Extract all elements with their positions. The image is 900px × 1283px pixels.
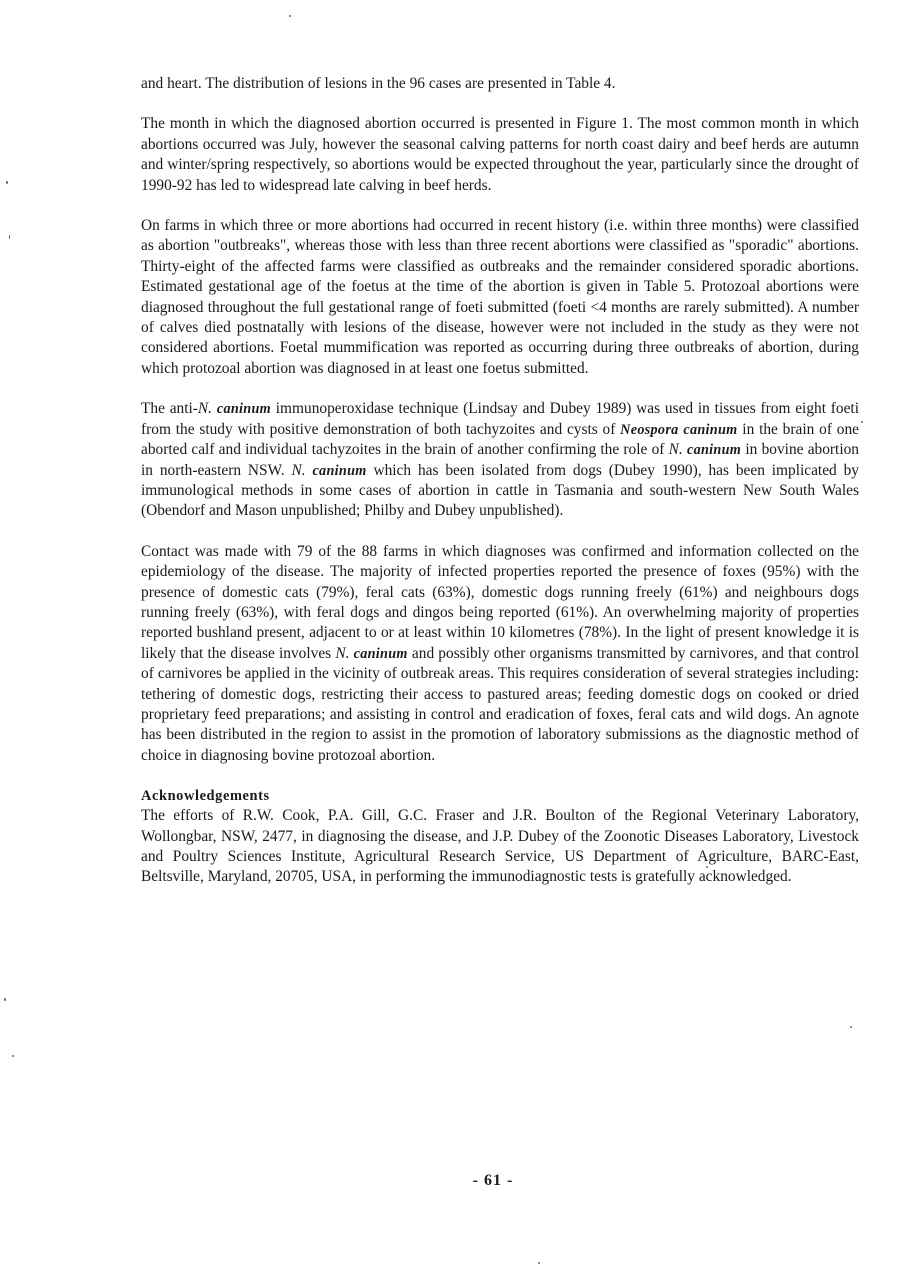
species-abbrev: N. [668,441,683,459]
scan-speck [4,998,6,1001]
paragraph-outbreak-classification: On farms in which three or more abortions had occurred in recent history (i.e. within three months) were classified as abortion "outbreaks", whereas those with less than three recent abortions were classified as "sporadic" abortions. Thirty-eight of the affected farms were classified as outbreaks and the remainder considered sporadic abortions. Estimated gestational age of the foetus at the time of the abortion is given in Table 5. Protozoal abortions were diagnosed throughout the full gestational range of foeti submitted (foeti <4 months are rarely submitted). A number of calves died postnatally with lesions of the disease, however were not included in the study as they were not considered abortions. Foetal mummification was reported as occurring during three outbreaks of abortion, during which protozoal abortion was diagnosed in at least one foetus submitted. [141,217,859,377]
scan-speck [706,866,708,868]
scan-speck [850,1026,852,1028]
page-number: - 61 - [472,1172,514,1189]
paragraph-immunoperoxidase [141,399,859,521]
paragraph-epidemiology [141,542,859,766]
text-span: Contact was made with 79 of the 88 farms in which diagnoses was confirmed and information collected on the epidemiology of the disease. The majority of infected properties reported the presence of foxes (95%) with the presence of domestic cats (79%), feral cats (63%), domestic dogs running freely (61%) and neighbours dogs running freely (63%), with feral dogs and dingos being reported (61%). An overwhelming majority of properties reported bushland present, adjacent to or at least within 10 kilometres (78%). In the light of present knowledge it is likely that the disease involves [141,542,859,662]
acknowledgements-text: The efforts of R.W. Cook, P.A. Gill, G.C. Fraser and J.R. Boulton of the Regional Veterinary Laboratory, Wollongbar, NSW, 2477, in diagnosing the disease, and J.P. Dubey of the Zoonotic Diseases Laboratory, Livestock and Poultry Sciences Institute, Agricultural Research Service, US Department of Agriculture, BARC-East, Beltsville, Maryland, 20705, USA, in performing the immunodiagnostic tests is gratefully acknowledged. [141,807,859,886]
species-name: caninum [353,645,408,662]
scan-speck [6,181,8,184]
species-name: caninum [216,401,271,418]
text-span: and possibly other organisms transmitted by carnivores, and that control of carnivores be applied in the vicinity of outbreak areas. This requires consideration of several strategies including: tethering of domestic dogs, restricting their access to pastured areas; feeding domestic dogs on cooked or dried proprietary feed preparations; and assisting in control and eradication of foxes, feral cats and wild dogs. An agnote has been distributed in the region to assist in the promotion of laboratory submissions as the diagnostic method of choice in diagnosing bovine protozoal abortion. [141,644,859,764]
text-span: which has been isolated from dogs (Dubey 1990), has been implicated by immunological methods in some cases of abortion in cattle in Tasmania and south-western New South Wales (Obendorf and Mason unpublished; Philby and Dubey unpublished). [141,461,860,520]
scan-speck [861,421,863,423]
species-abbrev: N. [197,400,213,418]
species-name: caninum [687,442,742,459]
paragraph-lesion-distribution: and heart. The distribution of lesions in the 96 cases are presented in Table 4. [141,75,616,92]
species-name: Neospora caninum [620,421,738,438]
paragraph-abortion-month: The month in which the diagnosed abortion occurred is presented in Figure 1. The most common month in which abortions occurred was July, however the seasonal calving patterns for north coast dairy and beef herds are autumn and winter/spring respectively, so abortions would be expected throughout the year, particularly since the drought of 1990-92 has led to widespread late calving in beef herds. [141,115,859,194]
species-name: caninum [312,462,367,479]
text-span: The anti- [141,400,198,418]
scan-speck [289,15,291,17]
scan-speck [12,1055,14,1057]
page-body [141,74,859,888]
species-abbrev: N. [291,461,306,479]
acknowledgements-heading: Acknowledgements [141,788,270,805]
scan-speck [538,1262,540,1264]
text-span: in bovine abortion in north-eastern NSW. [141,441,859,479]
species-abbrev: N. [335,644,350,662]
scan-speck [9,235,10,239]
text-span: in the brain of one aborted calf and individual tachyzoites in the brain of another confirming the role of [141,420,859,459]
text-span: immunoperoxidase technique (Lindsay and Dubey 1989) was used in tissues from eight foeti from the study with positive demonstration of both tachyzoites and cysts of [141,400,859,438]
